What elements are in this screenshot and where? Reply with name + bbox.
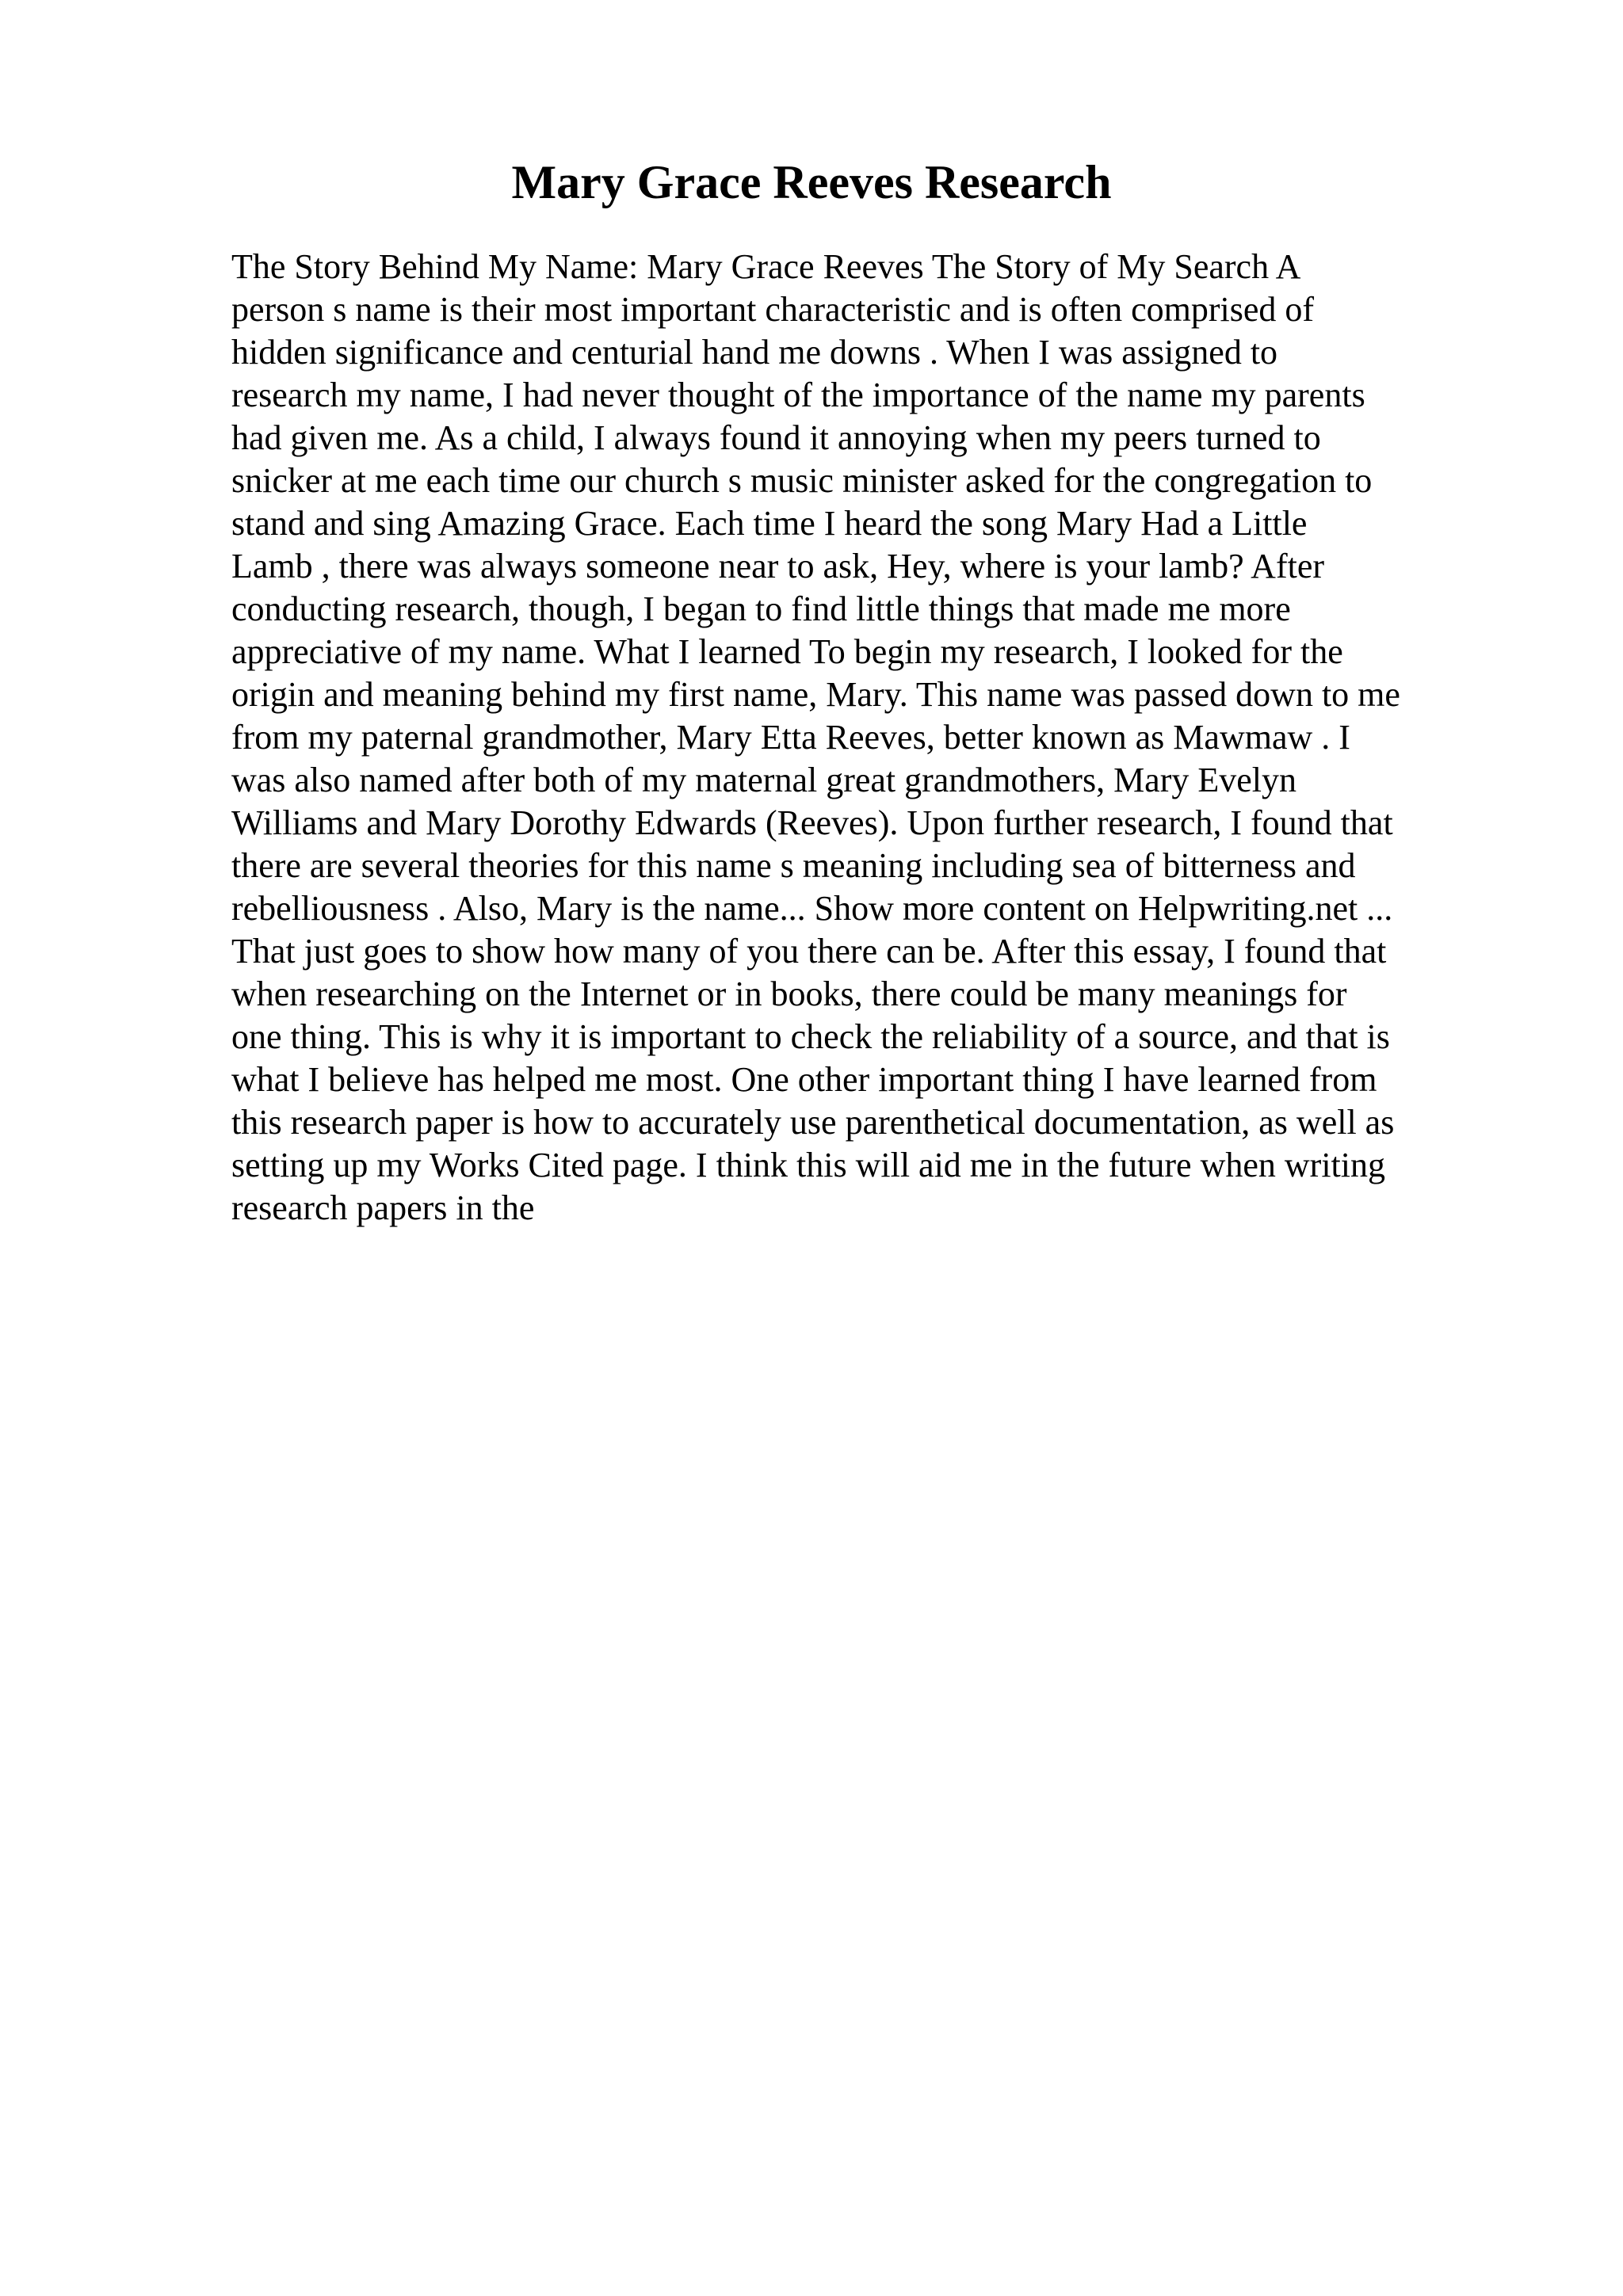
body-line: this research paper is how to accurately use parenthetical documentation, as well as — [231, 1103, 1395, 1142]
body-line: had given me. As a child, I always found it annoying when my peers turned to — [231, 418, 1321, 457]
body-line: setting up my Works Cited page. I think this will aid me in the future when writing — [231, 1146, 1385, 1184]
body-line: snicker at me each time our church s music minister asked for the congregation to — [231, 461, 1373, 500]
body-line: was also named after both of my maternal great grandmothers, Mary Evelyn — [231, 761, 1296, 799]
body-line: Williams and Mary Dorothy Edwards (Reeves). Upon further research, I found that — [231, 803, 1393, 842]
body-line: origin and meaning behind my first name, Mary. This name was passed down to me — [231, 675, 1400, 714]
body-line: Lamb , there was always someone near to ask, Hey, where is your lamb? After — [231, 547, 1325, 585]
body-line: conducting research, though, I began to find little things that made me more — [231, 589, 1291, 628]
body-line: The Story Behind My Name: Mary Grace Reeves The Story of My Search A — [231, 247, 1301, 286]
body-line: That just goes to show how many of you there can be. After this essay, I found that — [231, 932, 1387, 971]
body-line: appreciative of my name. What I learned To begin my research, I looked for the — [231, 632, 1343, 671]
body-line: hidden significance and centurial hand me downs . When I was assigned to — [231, 333, 1278, 372]
body-line: one thing. This is why it is important to check the reliability of a source, and that is — [231, 1017, 1390, 1056]
body-line: research papers in the — [231, 1188, 535, 1227]
body-line: what I believe has helped me most. One other important thing I have learned from — [231, 1060, 1377, 1099]
body-line: stand and sing Amazing Grace. Each time I heard the song Mary Had a Little — [231, 504, 1308, 543]
body-line: when researching on the Internet or in books, there could be many meanings for — [231, 974, 1347, 1013]
body-line: rebelliousness . Also, Mary is the name... Show more content on Helpwriting.net ... — [231, 889, 1393, 928]
document-title: Mary Grace Reeves Research — [511, 156, 1112, 208]
document-body — [231, 246, 1484, 1230]
body-line: there are several theories for this name s meaning including sea of bitterness and — [231, 846, 1356, 885]
body-line: research my name, I had never thought of the importance of the name my parents — [231, 376, 1365, 414]
body-line: from my paternal grandmother, Mary Etta Reeves, better known as Mawmaw . I — [231, 718, 1350, 757]
body-line: person s name is their most important characteristic and is often comprised of — [231, 290, 1315, 329]
